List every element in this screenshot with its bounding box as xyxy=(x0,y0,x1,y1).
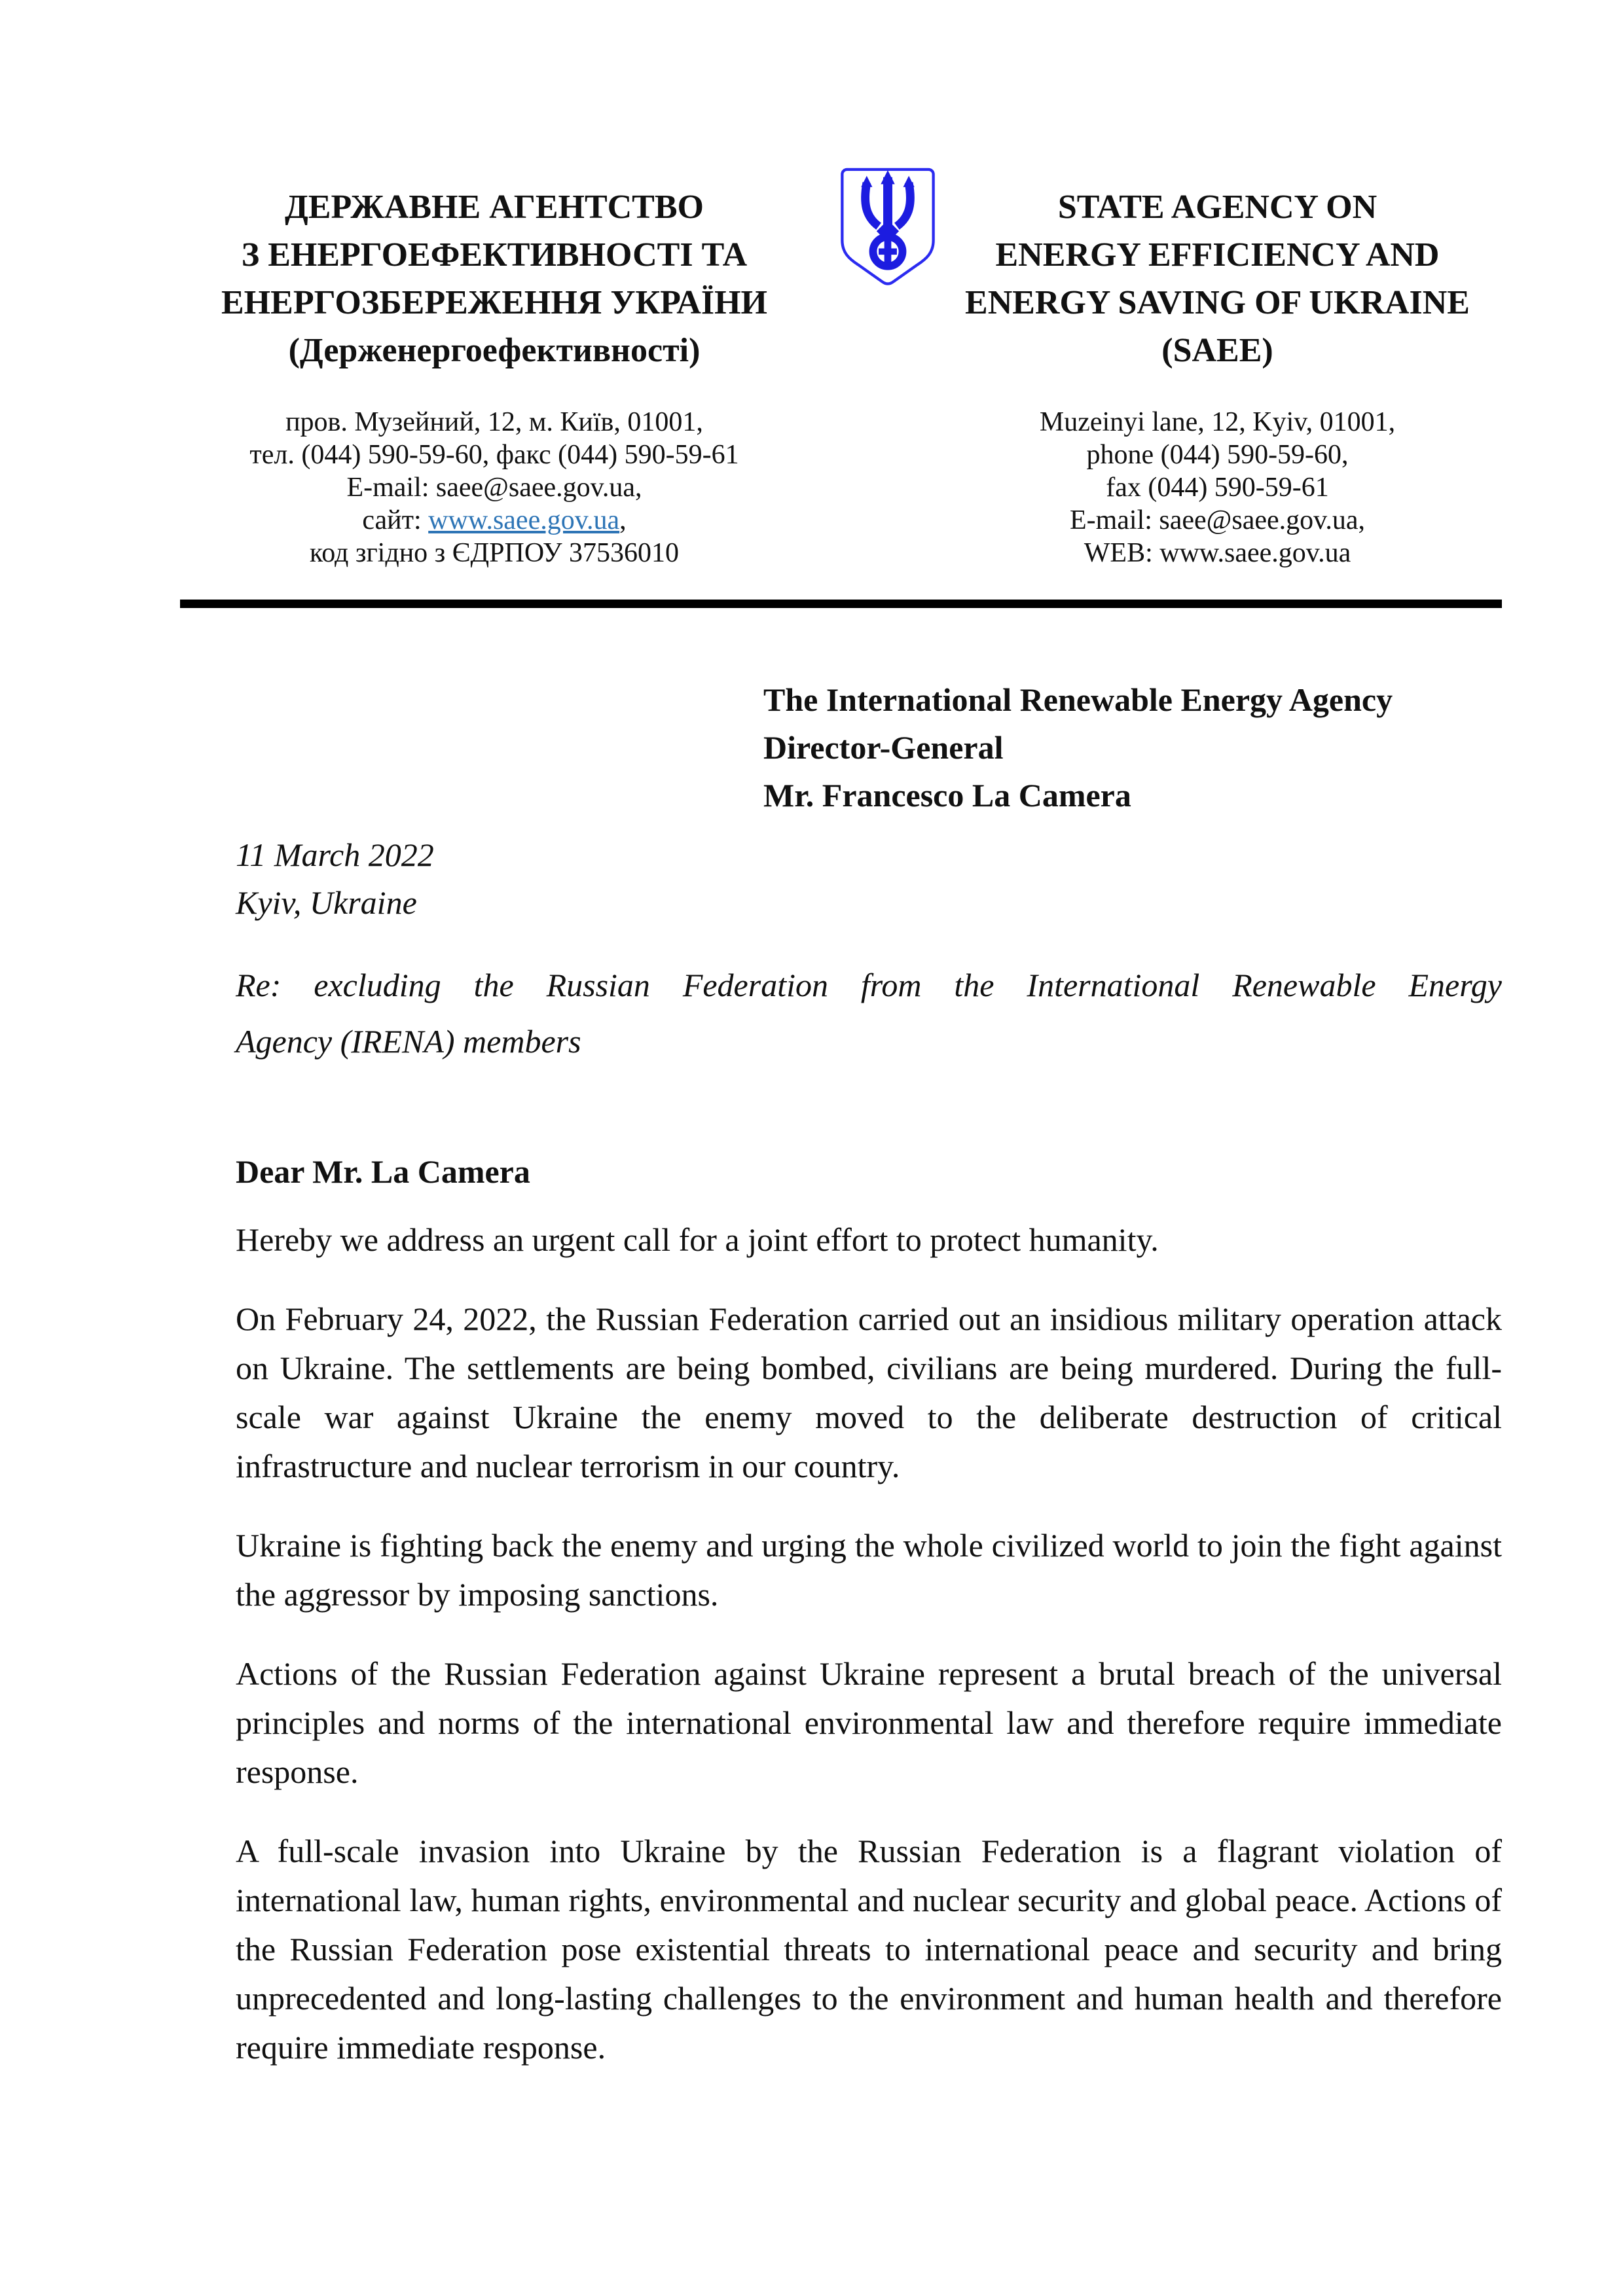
agency-title-uk-line: ЕНЕРГОЗБЕРЕЖЕННЯ УКРАЇНИ xyxy=(221,284,767,321)
address-line: E-mail: saee@saee.gov.ua, xyxy=(346,473,642,503)
subject-block xyxy=(236,957,1502,1069)
recipient-title: Director-General xyxy=(763,729,1004,766)
paragraph: A full-scale invasion into Ukraine by the Russian Federation is a flagrant violation of international law, human rights, environmental and nuclear security and global peace. Actions of the Russian Federation pose existential threats to international peace and security and bring unprecedented and long-lasting challenges to the environment and human health and therefore require immediate response. xyxy=(236,1833,1502,2066)
recipient-name: Mr. Francesco La Camera xyxy=(763,777,1131,814)
recipient-block xyxy=(763,676,1502,819)
letter-date: 11 March 2022 xyxy=(236,836,434,873)
address-line: fax (044) 590-59-61 xyxy=(1106,473,1329,503)
agency-title-uk-line: ДЕРЖАВНЕ АГЕНТСТВО xyxy=(285,188,704,226)
date-block xyxy=(236,831,1502,927)
paragraph: Hereby we address an urgent call for a joint effort to protect humanity. xyxy=(236,1221,1159,1258)
paragraph: Actions of the Russian Federation against Ukraine represent a brutal breach of the universal principles and norms of the international environmental law and therefore require immediate response. xyxy=(236,1655,1502,1790)
agency-title-uk-line: (Держенергоефективності) xyxy=(288,332,701,369)
address-line-website xyxy=(180,504,809,537)
agency-title-uk-line: З ЕНЕРГОЕФЕКТИВНОСТІ ТА xyxy=(241,236,748,274)
agency-title-english xyxy=(933,183,1502,374)
address-line: код згідно з ЄДРПОУ 37536010 xyxy=(309,538,680,568)
letterhead xyxy=(180,183,1502,569)
saee-website-link[interactable]: www.saee.gov.ua xyxy=(428,505,620,535)
paragraph: Ukraine is fighting back the enemy and urging the whole civilized world to join the fight against the aggressor by imposing sanctions. xyxy=(236,1527,1502,1613)
agency-title-en-line: ENERGY SAVING OF UKRAINE xyxy=(965,284,1470,321)
address-line: Muzeinyi lane, 12, Kyiv, 01001, xyxy=(1039,407,1396,437)
letter-body xyxy=(236,676,1502,2072)
address-line: E-mail: saee@saee.gov.ua, xyxy=(1069,505,1366,535)
ukraine-trident-logo xyxy=(839,165,937,293)
header-divider xyxy=(180,600,1502,608)
address-line: пров. Музейний, 12, м. Київ, 01001, xyxy=(285,407,703,437)
recipient-organization: The International Renewable Energy Agency xyxy=(763,681,1393,718)
agency-contact-english xyxy=(933,406,1502,569)
agency-title-en-line: ENERGY EFFICIENCY AND xyxy=(995,236,1440,274)
agency-contact-ukrainian xyxy=(180,406,809,569)
letter-place: Kyiv, Ukraine xyxy=(236,884,417,921)
address-line: phone (044) 590-59-60, xyxy=(1086,440,1349,470)
website-suffix: , xyxy=(619,505,627,535)
address-line: тел. (044) 590-59-60, факс (044) 590-59-61 xyxy=(249,440,739,470)
subject-line-2: Agency (IRENA) members xyxy=(236,1023,581,1060)
agency-title-ukrainian xyxy=(180,183,809,374)
letterhead-left xyxy=(180,183,809,569)
agency-title-en-line: (SAEE) xyxy=(1161,332,1273,369)
website-label: сайт: xyxy=(362,505,429,535)
ukraine-trident-icon xyxy=(839,165,937,293)
agency-title-en-line: STATE AGENCY ON xyxy=(1057,188,1377,226)
paragraph: On February 24, 2022, the Russian Federation carried out an insidious military operation attack on Ukraine. The settlements are being bombed, civilians are being murdered. During the full-scale war against Ukraine the enemy moved to the deliberate destruction of critical infrastructure and nuclear terrorism in our country. xyxy=(236,1300,1502,1484)
salutation: Dear Mr. La Camera xyxy=(236,1153,530,1190)
letterhead-right xyxy=(933,183,1502,569)
subject-line-1: Re: excluding the Russian Federation from the International Renewable Energy xyxy=(236,967,1502,1003)
address-line: WEB: www.saee.gov.ua xyxy=(1084,538,1351,568)
